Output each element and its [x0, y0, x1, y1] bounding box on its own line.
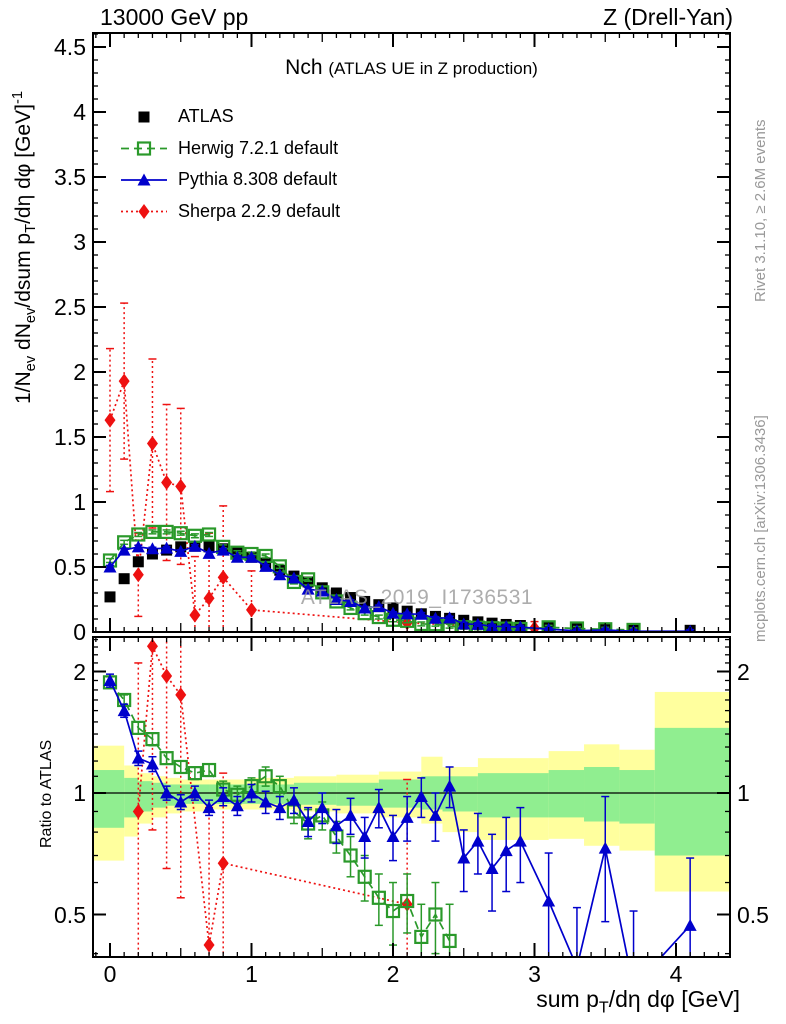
x-tick-label: 0: [103, 961, 117, 987]
y-main-tick-label: 3.5: [54, 164, 86, 190]
y-main-tick-label: 0: [73, 619, 86, 645]
y-main-tick-label: 4: [73, 99, 86, 125]
legend-label-pythia: Pythia 8.308 default: [178, 169, 338, 189]
y-ratio-tick-label-left: 1: [73, 780, 86, 806]
plot-title-sub: (ATLAS UE in Z production): [328, 59, 538, 78]
y-main-tick-label: 0.5: [54, 554, 86, 580]
y-ratio-tick-label-right: 2: [737, 658, 750, 685]
plot-title: [93, 56, 730, 80]
y-main-tick-label: 3: [73, 229, 86, 255]
x-axis-label: sum $p_T/d\eta$ dφ [GeV]: [536, 986, 740, 1017]
y-main-tick-label: 1: [73, 489, 86, 515]
watermark-analysis-id: ATLAS_2019_I1736531: [300, 586, 534, 609]
x-tick-label: 2: [386, 961, 400, 987]
y-ratio-tick-label-left: 2: [73, 658, 86, 685]
y-axis-label-ratio: Ratio to ATLAS: [38, 739, 55, 848]
x-tick-label: 4: [669, 961, 683, 987]
rivet-version-label: Rivet 3.1.10, ≥ 2.6M events: [752, 119, 769, 302]
legend-label-sherpa: Sherpa 2.2.9 default: [178, 200, 341, 221]
legend-label-atlas: ATLAS: [178, 106, 234, 126]
mcplots-arxiv-label: mcplots.cern.ch [arXiv:1306.3436]: [752, 415, 769, 642]
y-ratio-tick-label-right: 1: [737, 780, 750, 806]
ratio-herwig: [104, 676, 456, 987]
x-tick-label: 3: [528, 961, 541, 987]
beam-energy-label: 13000 GeV pp: [100, 4, 249, 30]
process-label: Z (Drell-Yan): [603, 4, 733, 30]
x-tick-label: 1: [245, 961, 258, 987]
y-main-tick-label: 1.5: [54, 424, 86, 450]
legend-markers: [121, 112, 167, 220]
plot-title-main: Nch: [285, 56, 323, 79]
y-ratio-tick-label-left: 0.5: [54, 901, 86, 928]
legend-label-herwig: Herwig 7.2.1 default: [178, 137, 339, 158]
y-main-tick-label: 2.5: [54, 294, 86, 320]
ratio-uncertainty-bands: [93, 692, 730, 892]
y-main-tick-label: 4.5: [54, 34, 86, 60]
y-axis-label-main: $1/N_{ev}$ $dN_{ev}$/dsum $p_T/d\eta$ dφ [GeV]$^{-1}$: [10, 90, 40, 404]
y-ratio-tick-label-right: 0.5: [737, 901, 769, 928]
y-main-tick-label: 2: [73, 359, 86, 385]
